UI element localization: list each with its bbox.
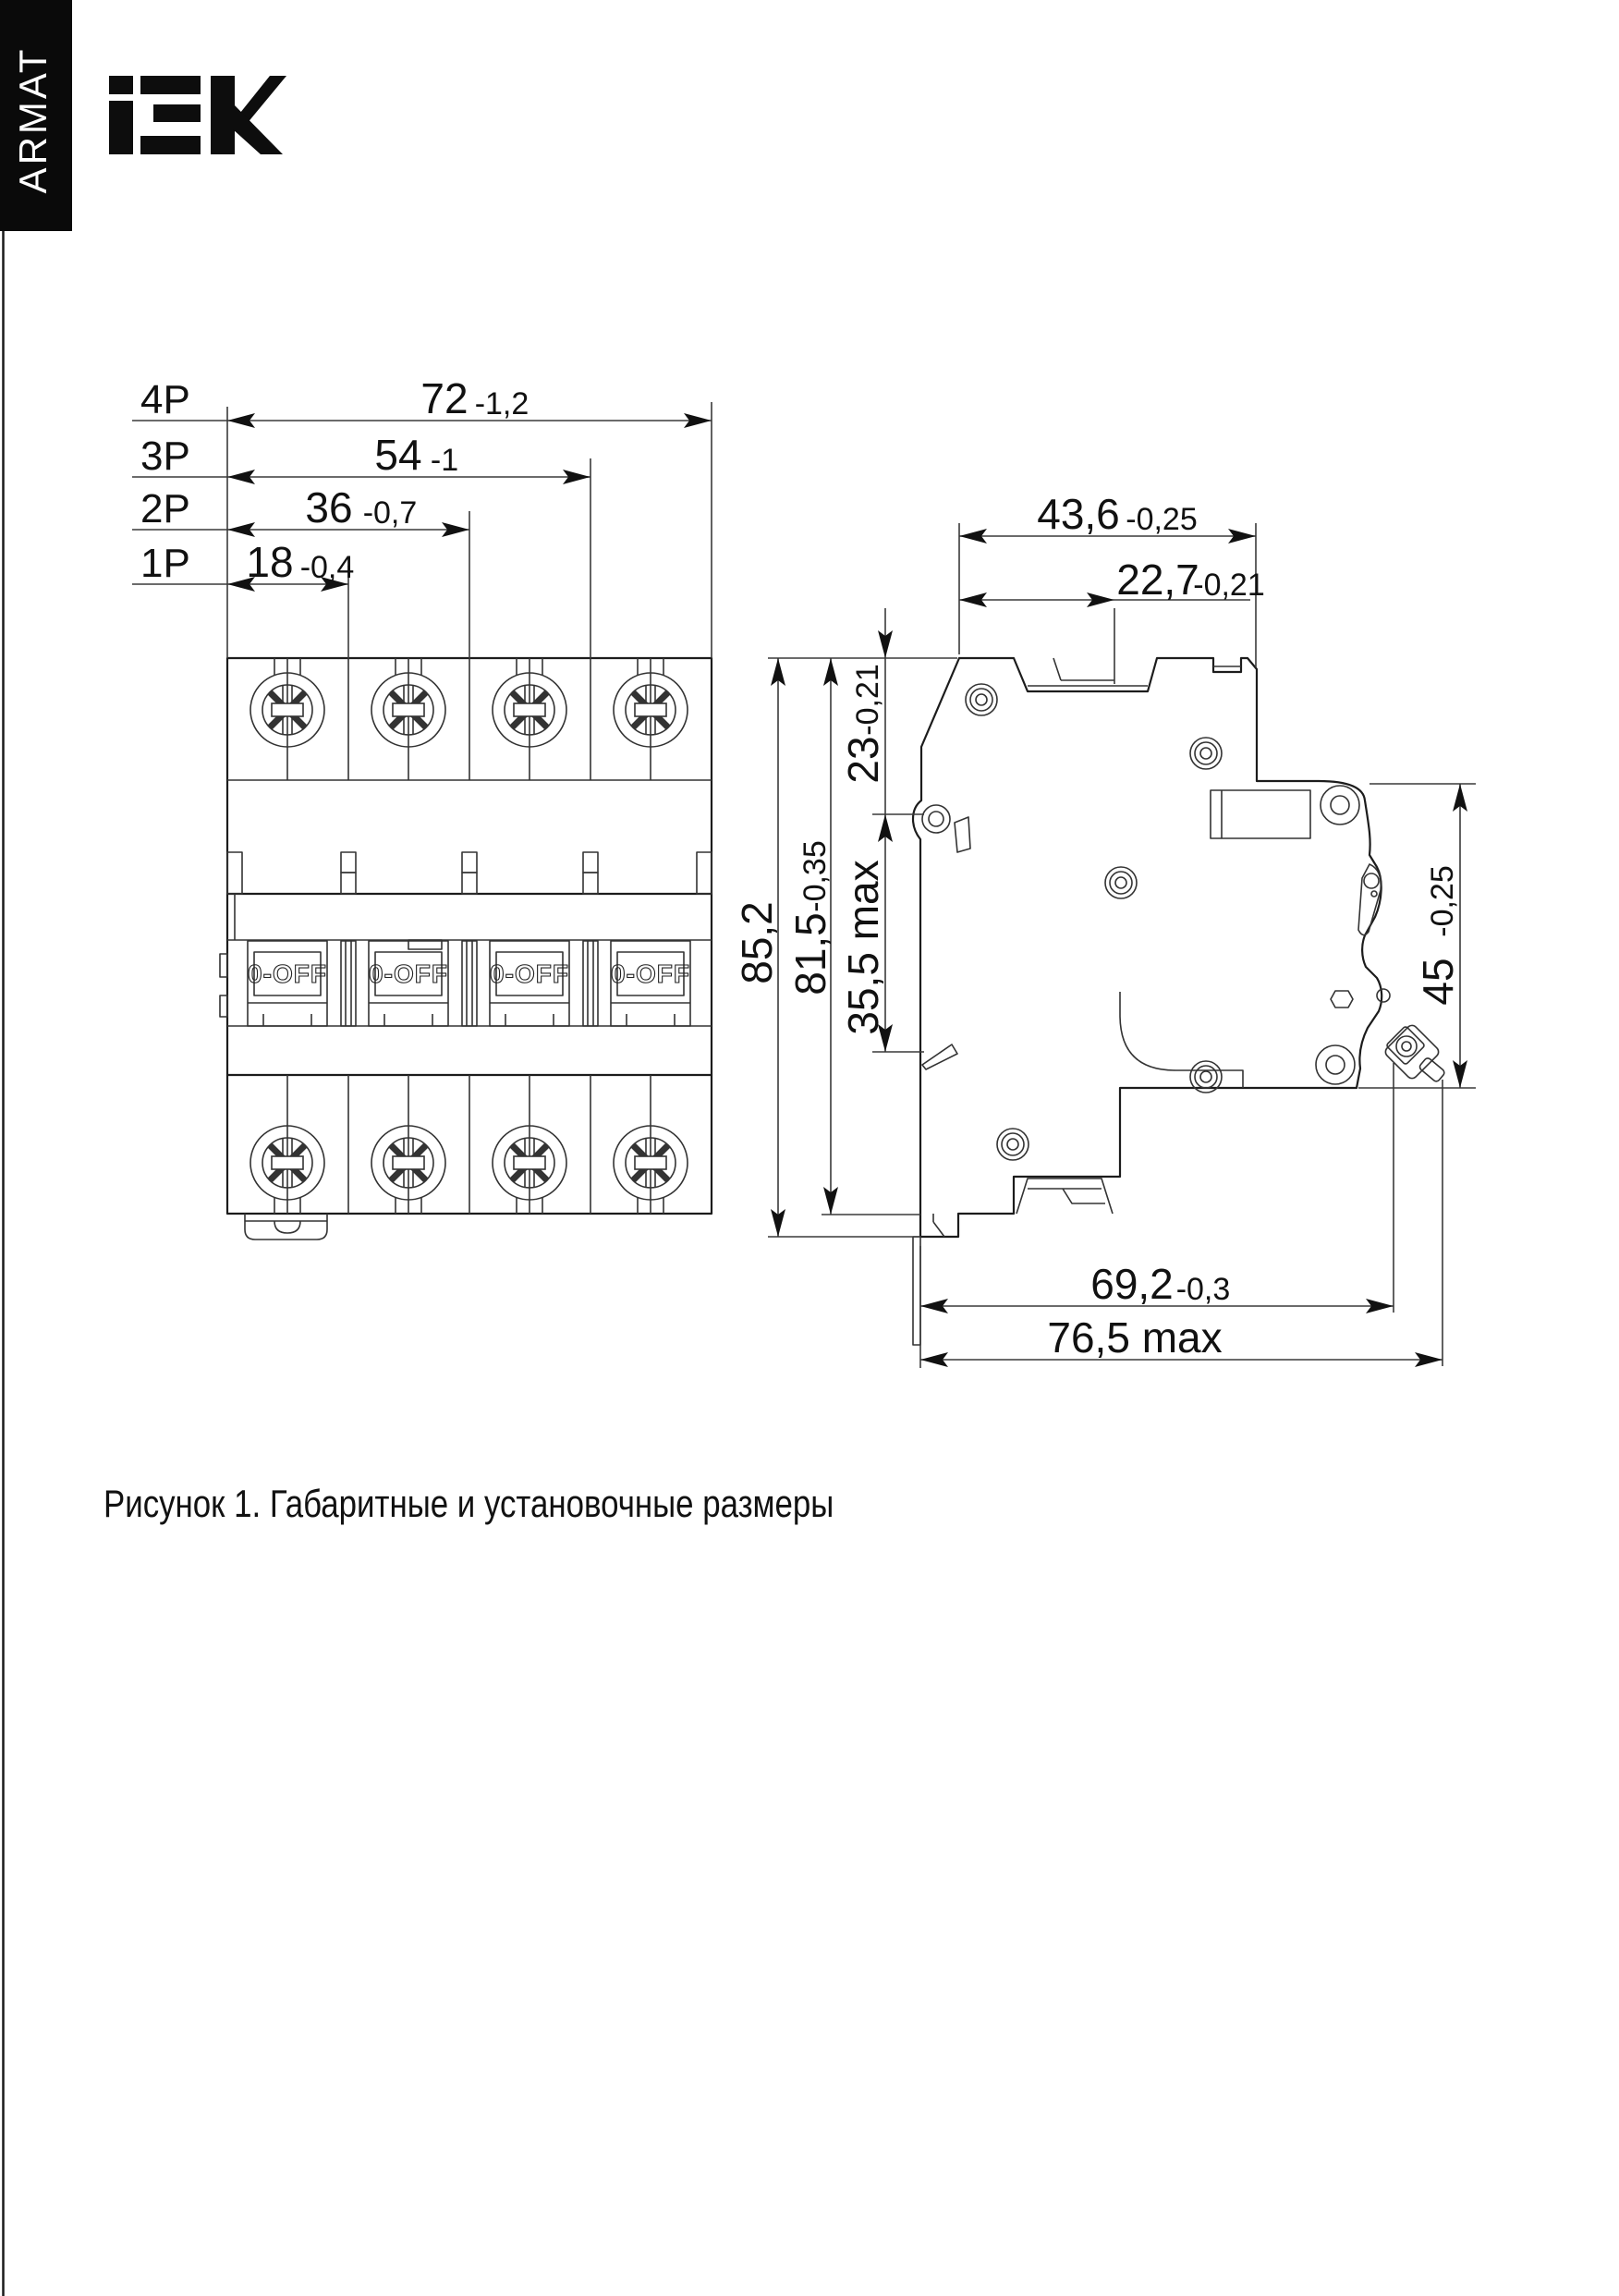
din-clip-foot [245,1214,327,1240]
dim-tolerance: -0,7 [362,495,418,531]
handle-marking: 0-OFF [490,959,569,988]
pole-count-label: 4P [140,377,190,422]
rivet-icon [1190,1061,1222,1093]
dim-value: 45 [1414,958,1462,1006]
terminal-screw-icon [614,1075,688,1214]
dim-tolerance: -0,35 [797,840,833,912]
dim-value: 54 [374,431,422,479]
dim-value: 18 [246,538,294,586]
dim-value: 69,2 [1090,1260,1174,1308]
pole-count-label: 3P [140,434,190,479]
dim-value: 22,7 [1116,556,1199,604]
series-label: ARMAT [11,46,55,194]
label-window [1211,790,1310,838]
terminal-screw-side [1383,1023,1446,1083]
side-body-outline [913,658,1382,1237]
terminal-screw-icon [250,658,324,780]
dim-tolerance: -1,2 [474,386,530,421]
brand-header [0,0,286,2296]
rivet-icon [1321,786,1359,824]
din-clip-side [913,1214,944,1345]
dim-value: 43,6 [1037,490,1120,538]
dim-value: 85,2 [733,901,781,984]
terminal-screw-icon [493,1075,566,1214]
iek-logo [109,76,286,154]
terminal-screw-icon [250,1075,324,1214]
hex-feature [1331,991,1353,1008]
left-clip-tab [227,852,242,894]
rivet-icon [966,684,997,715]
dim-value: 23 [839,736,887,784]
dim-tolerance: -0,25 [1126,502,1198,537]
pole-count-label: 2P [140,486,190,531]
terminal-screw-icon [371,1075,445,1214]
front-view-dimensions [132,374,712,658]
handle-marking: 0-OFF [611,959,690,988]
side-view-dimensions [733,490,1476,1368]
right-clip-tab [697,852,712,894]
dim-value: 36 [305,483,353,531]
terminal-screw-icon [493,658,566,780]
rivet-icon [1316,1045,1355,1084]
dim-value: 76,5 max [1047,1313,1223,1362]
dim-tolerance: -0,21 [1193,568,1265,603]
rivet-icon [1105,867,1137,898]
dim-tolerance: -1 [430,443,459,478]
rivet-icon [1190,738,1222,769]
terminal-screw-icon [371,658,445,780]
din-latch-lever [1358,864,1381,935]
dim-value: 35,5 max [839,860,887,1035]
terminal-screw-icon [614,658,688,780]
handle-marking: 0-OFF [248,959,327,988]
handle-marking: 0-OFF [369,959,448,988]
dim-value: 72 [420,374,469,422]
pole-count-label: 1P [140,541,190,586]
figure-caption: Рисунок 1. Габаритные и установочные размеры [103,1483,834,1526]
dim-value: 81,5 [786,912,834,995]
din-rail-profile [1016,1179,1113,1214]
dim-tolerance: -0,3 [1175,1272,1231,1307]
dim-tolerance: -0,21 [850,664,885,736]
dim-tolerance: -0,25 [1425,865,1460,937]
side-view [913,658,1445,1345]
front-view [220,658,712,1240]
rivet-icon [997,1129,1029,1160]
dim-tolerance: -0,4 [299,550,355,585]
